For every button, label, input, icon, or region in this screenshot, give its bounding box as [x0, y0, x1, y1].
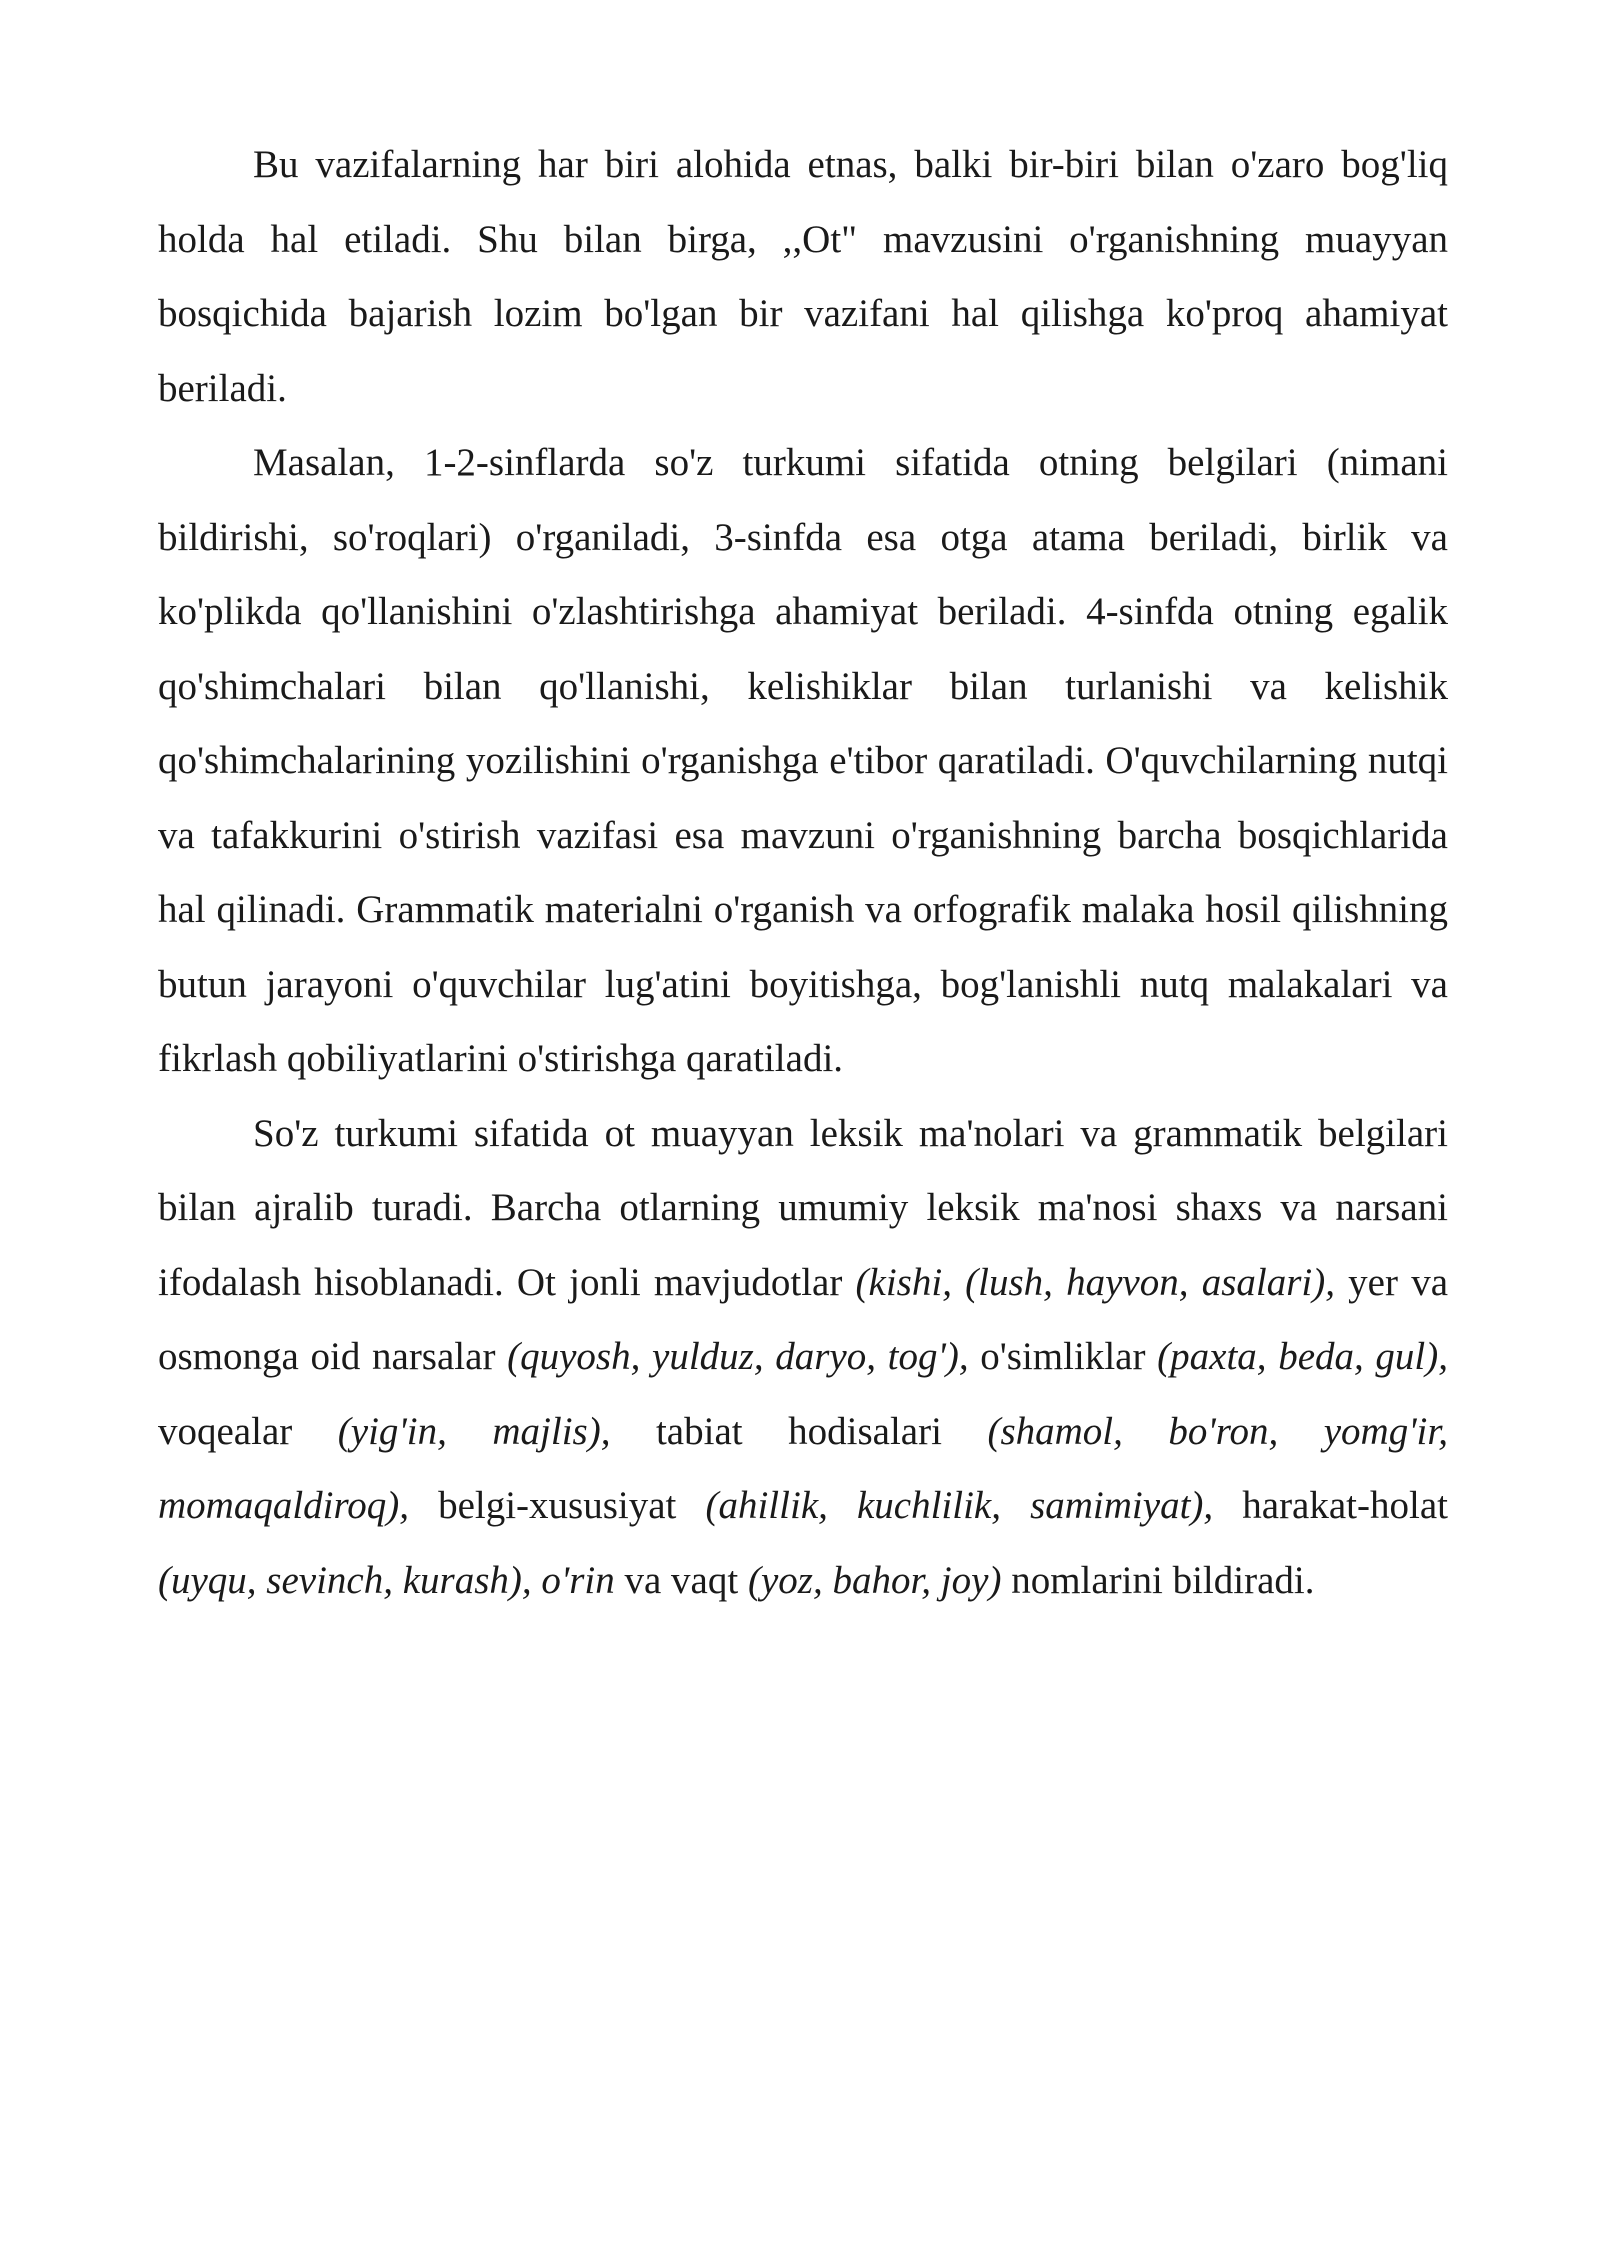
text-segment: voqealar [158, 1409, 338, 1453]
italic-text-segment: (ahillik, kuchlilik, samimiyat), [705, 1484, 1214, 1527]
text-segment: belgi-xususiyat [408, 1484, 706, 1527]
italic-text-segment: (kishi, (lush, hayvon, asalari), [855, 1260, 1335, 1304]
italic-text-segment: (uyqu, sevinch, kurash), o'rin [158, 1558, 615, 1602]
text-segment: Bu vazifalarning har biri alohida etnas, balki bir-biri bilan o'zaro bog'liq holda hal etiladi. Shu bilan birga, ,,Ot" mavzusini o'rganishning muayyan bosqichida bajarish lozim bo'lgan bir vazifani hal qilishga ko'proq ahamiyat beriladi. [158, 143, 1448, 410]
text-segment: yer va osmonga oid narsalar [158, 1260, 1449, 1378]
paragraph [158, 1097, 1448, 1619]
paragraph [158, 426, 1448, 1097]
text-segment: Masalan, 1-2-sinflarda so'z turkumi sifatida otning belgilari (nimani bildirishi, so'roqlari) o'rganiladi, 3-sinfda esa otga atama beriladi, birlik va ko'plikda qo'llanishini o'zlashtirishga ahamiyat beriladi. 4-sinfda otning egalik qo'shimchalari bilan qo'llanishi, kelishiklar bilan turlanishi va kelishik qo'shimchalarining yozilishini o'rganishga e'tibor qaratiladi. O'quvchilarning nutqi va tafakkurini o'stirish vazifasi esa mavzuni o'rganishning barcha bosqichlarida hal qilinadi. Grammatik materialni o'rganish va orfografik malaka hosil qilishning butun jarayoni o'quvchilar lug'atini boyitishga, bog'lanishli nutq malakalari va fikrlash qobiliyatlarini o'stirishga qaratiladi. [158, 441, 1448, 1080]
text-segment: harakat-holat [1213, 1484, 1448, 1527]
text-segment: tabiat hodisalari [610, 1409, 988, 1453]
text-segment: So'z turkumi sifatida ot muayyan leksik ma'nolari va grammatik belgilari bilan ajralib turadi. Barcha otlarning umumiy leksik ma'nosi shaxs va narsani ifodalash hisoblanadi. Ot jonli mavjudotlar [158, 1111, 1448, 1304]
document-body [158, 128, 1448, 1618]
italic-text-segment: (shamol, bo'ron, yomg'ir, momaqaldiroq), [158, 1409, 1448, 1527]
text-segment: o'simliklar [968, 1335, 1158, 1378]
italic-text-segment: (yoz, bahor, joy) [747, 1558, 1002, 1602]
italic-text-segment: (paxta, beda, gul), [1157, 1335, 1449, 1378]
italic-text-segment: (yig'in, majlis), [337, 1409, 611, 1453]
italic-text-segment: (quyosh, yulduz, daryo, tog'), [507, 1335, 969, 1378]
text-segment: va vaqt [614, 1558, 748, 1602]
paragraph [158, 128, 1448, 426]
text-segment: nomlarini bildiradi. [1001, 1558, 1315, 1602]
